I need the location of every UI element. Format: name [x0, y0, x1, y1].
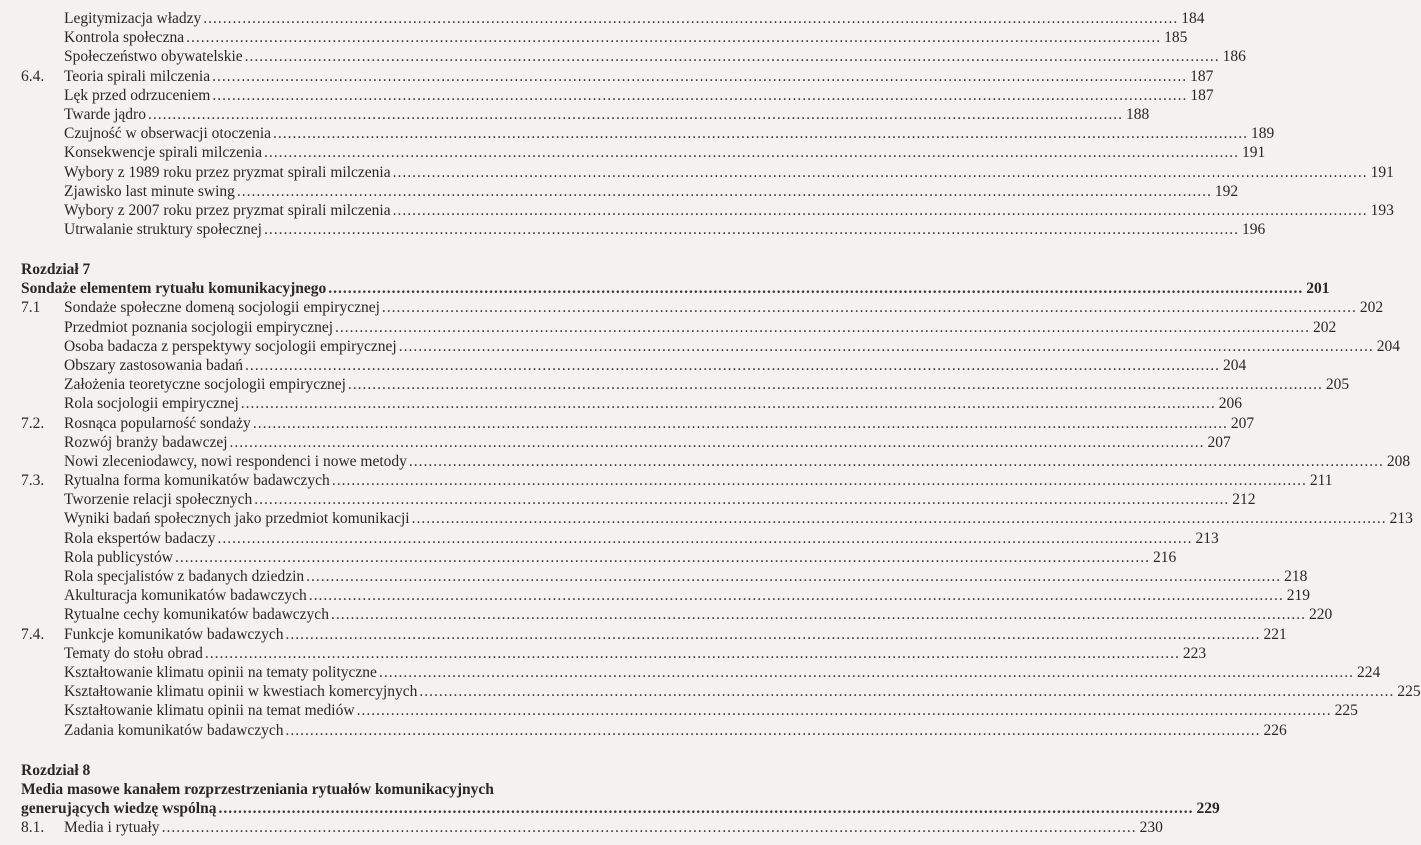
page-number: 187: [1190, 67, 1214, 85]
page-number: 223: [1182, 644, 1207, 662]
toc-entry: [0, 9, 1205, 28]
entry-label: Przedmiot poznania socjologii empirycznej: [64, 318, 334, 336]
chapter-title-row: [0, 279, 1330, 298]
entry-line: [64, 471, 1333, 490]
dot-leader: ........................................................................................................................................................................................................: [330, 606, 1306, 624]
entry-label: Konsekwencje spirali milczenia: [64, 144, 262, 162]
entry-label: Tworzenie relacji społecznych: [64, 491, 253, 509]
entry-label: Rosnąca popularność sondaży: [64, 414, 251, 432]
chapter-label: Media masowe kanałem rozprzestrzeniania rytuałów komunikacyjnych: [21, 780, 494, 798]
entry-label: Sondaże społeczne domeną socjologii empirycznej: [64, 299, 380, 317]
entry-line: [64, 605, 1333, 624]
entry-label: Rola socjologii empirycznej: [64, 395, 239, 413]
toc-entry: [0, 701, 1358, 720]
dot-leader: ........................................................................................................................................................................................................: [254, 491, 1230, 509]
page-number: 216: [1152, 548, 1177, 566]
page-number: 213: [1195, 529, 1219, 547]
entry-line: [64, 105, 1150, 124]
entry-line: [64, 818, 1163, 837]
toc-entry: [0, 298, 1384, 317]
entry-label: generujących wiedzę wspólną: [21, 799, 217, 817]
toc-entry: [0, 201, 1394, 220]
toc-entry: [0, 67, 1214, 86]
toc-entry: [0, 182, 1239, 201]
dot-leader: ........................................................................................................................................................................................................: [392, 163, 1368, 181]
entry-label: Funkcje komunikatów badawczych: [64, 625, 284, 643]
entry-label: Teoria spirali milczenia: [64, 67, 211, 85]
entry-label: Rytualne cechy komunikatów badawczych: [64, 606, 329, 624]
page-number: 192: [1214, 182, 1239, 200]
toc-entry: [0, 318, 1337, 337]
entry-line: [64, 124, 1275, 143]
page-number: 205: [1325, 376, 1350, 394]
entry-label: Rola ekspertów badaczy: [64, 529, 216, 547]
entry-label: Lęk przed odrzuceniem: [64, 86, 211, 104]
toc-entry: [0, 143, 1266, 162]
entry-line: [64, 143, 1266, 162]
toc-entry: [0, 509, 1413, 528]
entry-line: [64, 337, 1400, 356]
dot-leader: ........................................................................................................................................................................................................: [419, 683, 1395, 701]
entry-label: Czujność w obserwacji otoczenia: [64, 125, 272, 143]
entry-label: Akulturacja komunikatów badawczych: [64, 587, 307, 605]
page-number: 218: [1284, 568, 1308, 586]
page-number: 202: [1313, 318, 1337, 336]
page-number: 193: [1370, 201, 1394, 219]
toc-entry: [0, 163, 1394, 182]
entry-label: Utrwalanie struktury społecznej: [64, 221, 262, 239]
entry-line: [64, 509, 1413, 528]
entry-line: [64, 47, 1246, 66]
toc-entry: [0, 721, 1287, 740]
entry-label: Zadania komunikatów badawczych: [64, 721, 284, 739]
dot-leader: ........................................................................................................................................................................................................: [147, 105, 1123, 123]
toc-entry: [0, 605, 1333, 624]
entry-line: [64, 567, 1308, 586]
page-number: 207: [1230, 414, 1255, 432]
entry-line: [64, 67, 1214, 86]
page-number: 219: [1286, 587, 1310, 605]
dot-leader: ........................................................................................................................................................................................................: [285, 721, 1261, 739]
page-number: 202: [1359, 299, 1384, 317]
toc-entry: [0, 663, 1381, 682]
entry-label: Legitymizacja władzy: [64, 10, 202, 27]
entry-label: Media i rytuały: [64, 819, 160, 837]
dot-leader: ........................................................................................................................................................................................................: [308, 587, 1284, 605]
dot-leader: ........................................................................................................................................................................................................: [252, 414, 1228, 432]
page-number: 230: [1139, 819, 1163, 837]
entry-line: [64, 433, 1231, 452]
toc-entry: [0, 452, 1411, 471]
toc-entry: [0, 124, 1275, 143]
page-number: 211: [1309, 472, 1333, 490]
chapter-heading: [0, 780, 600, 799]
page-number: 226: [1263, 721, 1287, 739]
page-number: 207: [1207, 433, 1231, 451]
entry-label: Wybory z 2007 roku przez pryzmat spirali milczenia: [64, 201, 391, 219]
toc-entry: [0, 548, 1177, 567]
dot-leader: ........................................................................................................................................................................................................: [381, 299, 1357, 317]
dot-leader: ........................................................................................................................................................................................................: [306, 568, 1282, 586]
dot-leader: ........................................................................................................................................................................................................: [161, 819, 1137, 837]
page-number: 208: [1386, 452, 1411, 470]
entry-line: [64, 298, 1384, 317]
toc-entry: [0, 28, 1188, 47]
section-number: 7.3.: [21, 472, 45, 490]
section-number: 8.1.: [21, 819, 45, 837]
entry-label: Kontrola społeczna: [64, 29, 185, 47]
section-gap: [0, 740, 600, 761]
entry-line: [64, 356, 1247, 375]
dot-leader: ........................................................................................................................................................................................................: [398, 337, 1374, 355]
entry-label: Rozwój branży badawczej: [64, 433, 228, 451]
toc-entry: [0, 433, 1231, 452]
page-number: 206: [1218, 395, 1243, 413]
page-number: 201: [1306, 280, 1330, 298]
dot-leader: ........................................................................................................................................................................................................: [335, 318, 1311, 336]
page-number: 191: [1241, 144, 1266, 162]
entry-line: [64, 414, 1255, 433]
dot-leader: ........................................................................................................................................................................................................: [236, 182, 1212, 200]
entry-label: Społeczeństwo obywatelskie: [64, 48, 243, 66]
page-number: 184: [1181, 10, 1205, 27]
toc-entry: [0, 337, 1400, 356]
toc-entry: [0, 220, 1266, 239]
entry-label: Wyniki badań społecznych jako przedmiot komunikacji: [64, 510, 410, 528]
chapter-label: Rozdział 8: [21, 761, 91, 779]
page-number: 224: [1356, 663, 1381, 681]
dot-leader: ........................................................................................................................................................................................................: [331, 472, 1307, 490]
toc-entry: [0, 529, 1219, 548]
dot-leader: ........................................................................................................................................................................................................: [411, 510, 1387, 528]
page-number: 212: [1232, 491, 1256, 509]
entry-label: Założenia teoretyczne socjologii empirycznej: [64, 376, 346, 394]
entry-line: [64, 86, 1214, 105]
dot-leader: ........................................................................................................................................................................................................: [245, 356, 1221, 374]
page-number: 191: [1370, 163, 1394, 181]
dot-leader: ........................................................................................................................................................................................................: [217, 529, 1193, 547]
section-number: 7.4.: [21, 625, 45, 643]
page-number: 189: [1251, 125, 1275, 143]
entry-line: [64, 644, 1207, 663]
entry-line: [64, 182, 1239, 201]
entry-line: [64, 28, 1188, 47]
entry-label: Nowi zleceniodawcy, nowi respondenci i nowe metody: [64, 452, 407, 470]
entry-line: [64, 375, 1350, 394]
page-number: 204: [1223, 356, 1247, 374]
page-number: 204: [1376, 337, 1400, 355]
entry-line: [64, 318, 1337, 337]
page-number: 188: [1125, 105, 1150, 123]
toc-entry: [0, 586, 1310, 605]
toc-entry: [0, 625, 1287, 644]
chapter-heading: [0, 761, 600, 780]
toc-entry: [0, 356, 1247, 375]
toc-entry: [0, 414, 1255, 433]
dot-leader: ........................................................................................................................................................................................................: [186, 29, 1162, 47]
entry-line: [64, 452, 1411, 471]
chapter-heading: [0, 260, 600, 279]
page-number: 225: [1397, 683, 1421, 701]
table-of-contents: [0, 9, 1421, 837]
dot-leader: ........................................................................................................................................................................................................: [408, 452, 1384, 470]
entry-line: [64, 682, 1421, 701]
section-number: 7.1: [21, 299, 41, 317]
toc-entry: [0, 567, 1308, 586]
dot-leader: ........................................................................................................................................................................................................: [263, 144, 1239, 162]
dot-leader: ........................................................................................................................................................................................................: [229, 433, 1205, 451]
dot-leader: ........................................................................................................................................................................................................: [378, 663, 1354, 681]
entry-label: Obszary zastosowania badań: [64, 356, 244, 374]
dot-leader: ........................................................................................................................................................................................................: [204, 644, 1180, 662]
entry-line: [64, 220, 1266, 239]
entry-label: Rytualna forma komunikatów badawczych: [64, 472, 330, 490]
page-number: 187: [1190, 86, 1214, 104]
dot-leader: ........................................................................................................................................................................................................: [273, 125, 1249, 143]
dot-leader: ........................................................................................................................................................................................................: [218, 799, 1194, 817]
entry-line: [21, 279, 1330, 298]
entry-label: Sondaże elementem rytuału komunikacyjnego: [21, 280, 327, 298]
toc-entry: [0, 86, 1214, 105]
entry-line: [64, 663, 1381, 682]
chapter-label: Rozdział 7: [21, 261, 91, 279]
toc-entry: [0, 47, 1246, 66]
toc-entry: [0, 490, 1256, 509]
page-number: 186: [1222, 48, 1246, 66]
toc-entry: [0, 644, 1207, 663]
toc-entry: [0, 105, 1150, 124]
entry-line: [64, 490, 1256, 509]
dot-leader: ........................................................................................................................................................................................................: [203, 10, 1179, 27]
page-number: 221: [1263, 625, 1287, 643]
section-gap: [0, 239, 600, 260]
page-number: 213: [1389, 510, 1413, 528]
entry-label: Tematy do stołu obrad: [64, 644, 203, 662]
page-number: 196: [1242, 221, 1266, 239]
entry-label: Kształtowanie klimatu opinii w kwestiach komercyjnych: [64, 683, 418, 701]
entry-line: [64, 625, 1287, 644]
entry-label: Kształtowanie klimatu opinii na temat mediów: [64, 702, 355, 720]
entry-label: Osoba badacza z perspektywy socjologii empirycznej: [64, 337, 397, 355]
toc-entry: [0, 471, 1333, 490]
entry-label: Kształtowanie klimatu opinii na tematy polityczne: [64, 663, 377, 681]
entry-label: Wybory z 1989 roku przez pryzmat spirali milczenia: [64, 163, 391, 181]
entry-line: [64, 201, 1394, 220]
dot-leader: ........................................................................................................................................................................................................: [174, 548, 1150, 566]
page-number: 185: [1164, 29, 1188, 47]
entry-line: [64, 9, 1205, 28]
dot-leader: ........................................................................................................................................................................................................: [356, 702, 1332, 720]
dot-leader: ........................................................................................................................................................................................................: [212, 86, 1188, 104]
chapter-title-row: [0, 799, 1220, 818]
toc-entry: [0, 682, 1421, 701]
dot-leader: ........................................................................................................................................................................................................: [285, 625, 1261, 643]
entry-line: [64, 701, 1358, 720]
entry-line: [64, 721, 1287, 740]
entry-line: [64, 163, 1394, 182]
entry-line: [64, 586, 1310, 605]
entry-label: Rola publicystów: [64, 548, 173, 566]
dot-leader: ........................................................................................................................................................................................................: [347, 376, 1323, 394]
entry-label: Zjawisko last minute swing: [64, 182, 235, 200]
dot-leader: ........................................................................................................................................................................................................: [244, 48, 1220, 66]
page-number: 225: [1334, 702, 1358, 720]
entry-label: Rola specjalistów z badanych dziedzin: [64, 568, 305, 586]
dot-leader: ........................................................................................................................................................................................................: [212, 67, 1188, 85]
entry-line: [64, 529, 1219, 548]
entry-line: [64, 394, 1243, 413]
section-number: 7.2.: [21, 414, 45, 432]
dot-leader: ........................................................................................................................................................................................................: [264, 221, 1239, 239]
dot-leader: ........................................................................................................................................................................................................: [392, 201, 1368, 219]
entry-line: [64, 548, 1177, 567]
entry-line: [21, 799, 1220, 818]
page-number: 229: [1196, 799, 1220, 817]
dot-leader: ........................................................................................................................................................................................................: [328, 280, 1304, 298]
toc-entry: [0, 394, 1243, 413]
page-number: 220: [1308, 606, 1333, 624]
toc-entry: [0, 818, 1163, 837]
section-number: 6.4.: [21, 67, 45, 85]
entry-label: Twarde jądro: [64, 105, 146, 123]
toc-entry: [0, 375, 1350, 394]
dot-leader: ........................................................................................................................................................................................................: [240, 395, 1216, 413]
